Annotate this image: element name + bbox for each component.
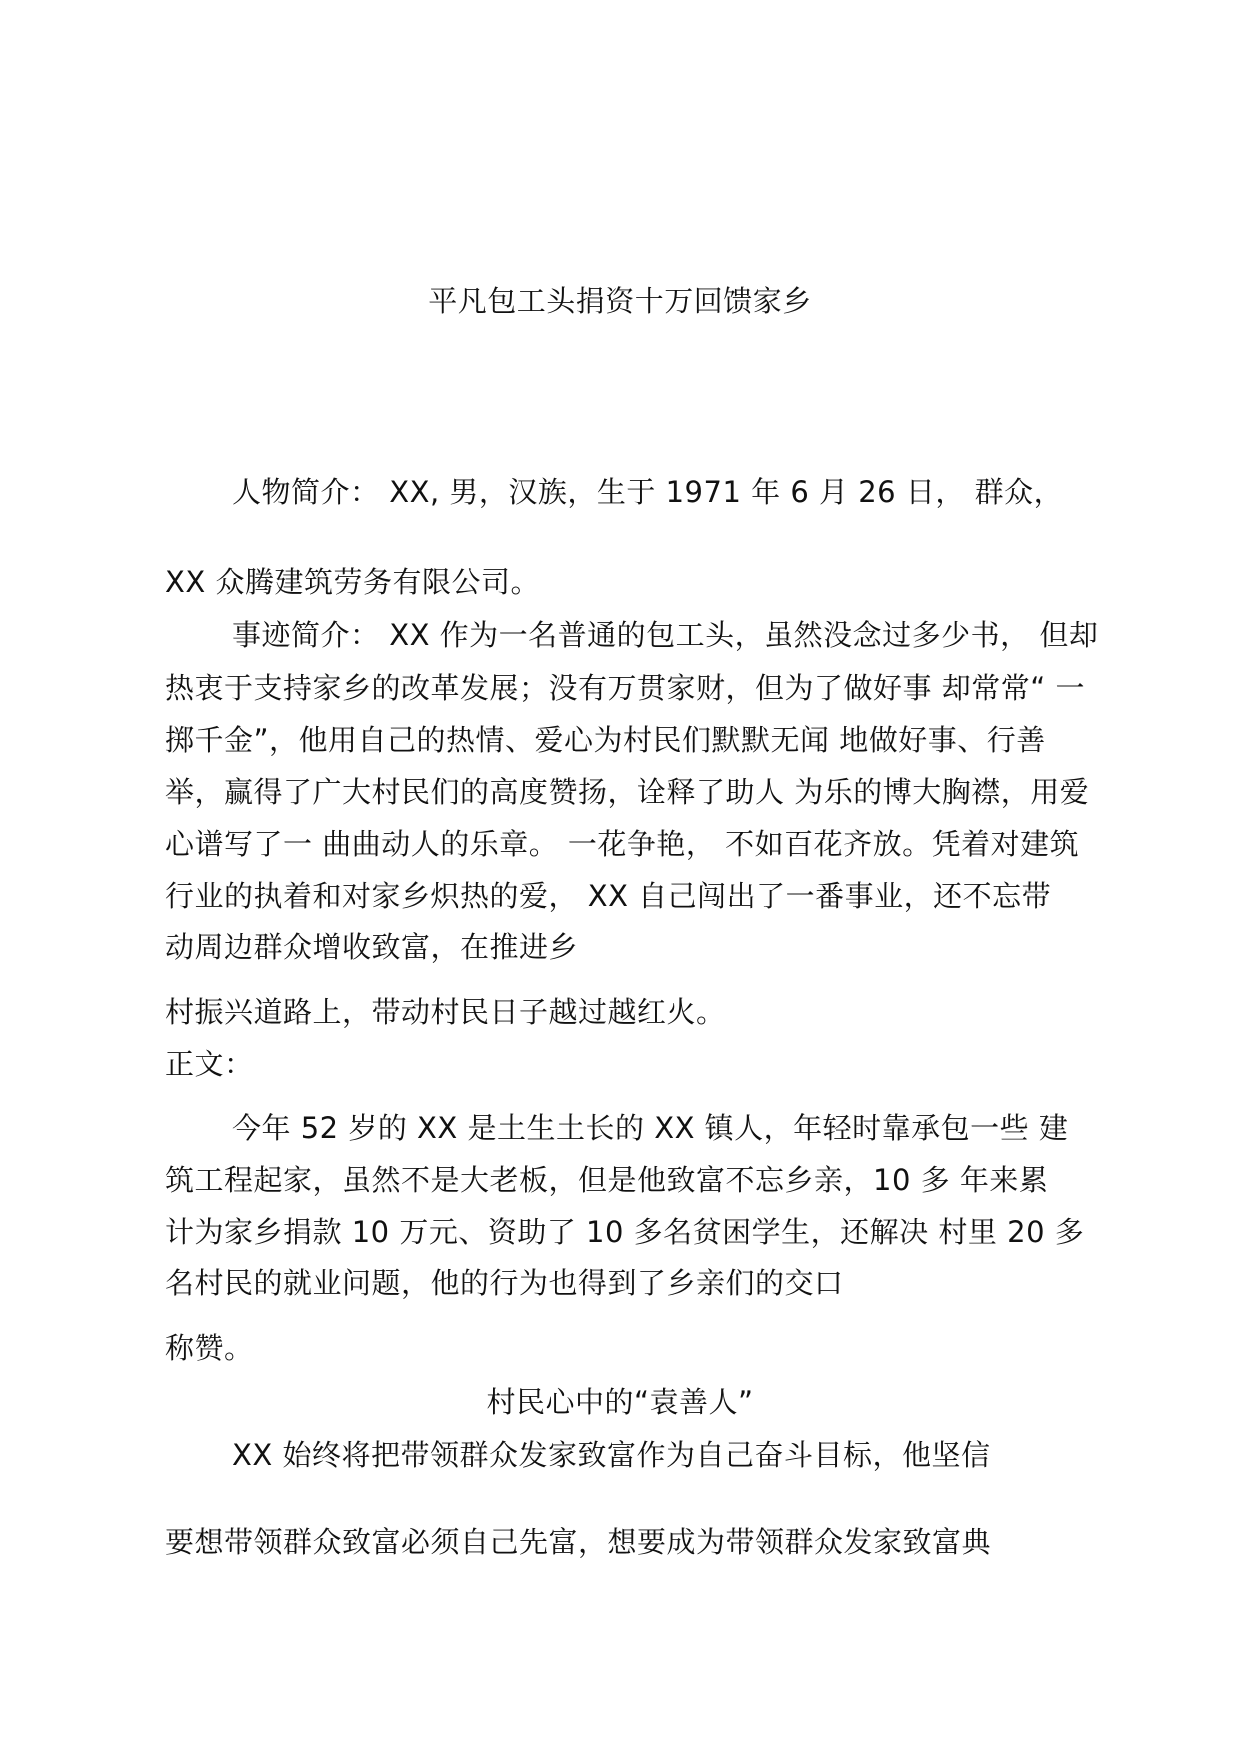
intro-line-1: 人物简介： XX, 男，汉族，生于 1971 年 6 月 26 日， 群众， xyxy=(232,475,1064,509)
body-label: 正文： xyxy=(165,1047,254,1081)
body-line-4: 名村民的就业问题，他的行为也得到了乡亲们的交口 xyxy=(165,1266,844,1300)
summary-line-4: 举，赢得了广大村民们的高度赞扬，诠释了助人 为乐的博大胸襟，用爱 xyxy=(165,775,1090,809)
summary-line-8: 村振兴道路上，带动村民日子越过越红火。 xyxy=(165,995,726,1029)
section-line-2: 要想带领群众致富必须自己先富，想要成为带领群众发家致富典 xyxy=(165,1525,992,1559)
body-line-1: 今年 52 岁的 XX 是土生土长的 XX 镇人，年轻时靠承包一些 建 xyxy=(232,1111,1069,1145)
summary-line-7: 动周边群众增收致富，在推进乡 xyxy=(165,930,579,964)
summary-line-3: 掷千金”，他用自己的热情、爱心为村民们默默无闻 地做好事、行善 xyxy=(165,723,1046,757)
section-subheading: 村民心中的“袁善人” xyxy=(486,1385,754,1419)
document-title: 平凡包工头捐资十万回馈家乡 xyxy=(428,284,812,318)
body-line-5: 称赞。 xyxy=(165,1331,254,1365)
intro-line-2: XX 众腾建筑劳务有限公司。 xyxy=(165,565,540,599)
summary-line-1: 事迹简介： XX 作为一名普通的包工头，虽然没念过多少书， 但却 xyxy=(232,618,1099,652)
summary-line-2: 热衷于支持家乡的改革发展；没有万贯家财，但为了做好事 却常常“ 一 xyxy=(165,671,1085,705)
section-line-1: XX 始终将把带领群众发家致富作为自己奋斗目标，他坚信 xyxy=(232,1438,991,1472)
body-line-2: 筑工程起家，虽然不是大老板，但是他致富不忘乡亲，10 多 年来累 xyxy=(165,1163,1049,1197)
summary-line-6: 行业的执着和对家乡炽热的爱， XX 自己闯出了一番事业，还不忘带 xyxy=(165,879,1052,913)
body-line-3: 计为家乡捐款 10 万元、资助了 10 多名贫困学生，还解决 村里 20 多 xyxy=(165,1215,1085,1249)
summary-line-5: 心谱写了一 曲曲动人的乐章。 一花争艳， 不如百花齐放。凭着对建筑 xyxy=(165,827,1080,861)
